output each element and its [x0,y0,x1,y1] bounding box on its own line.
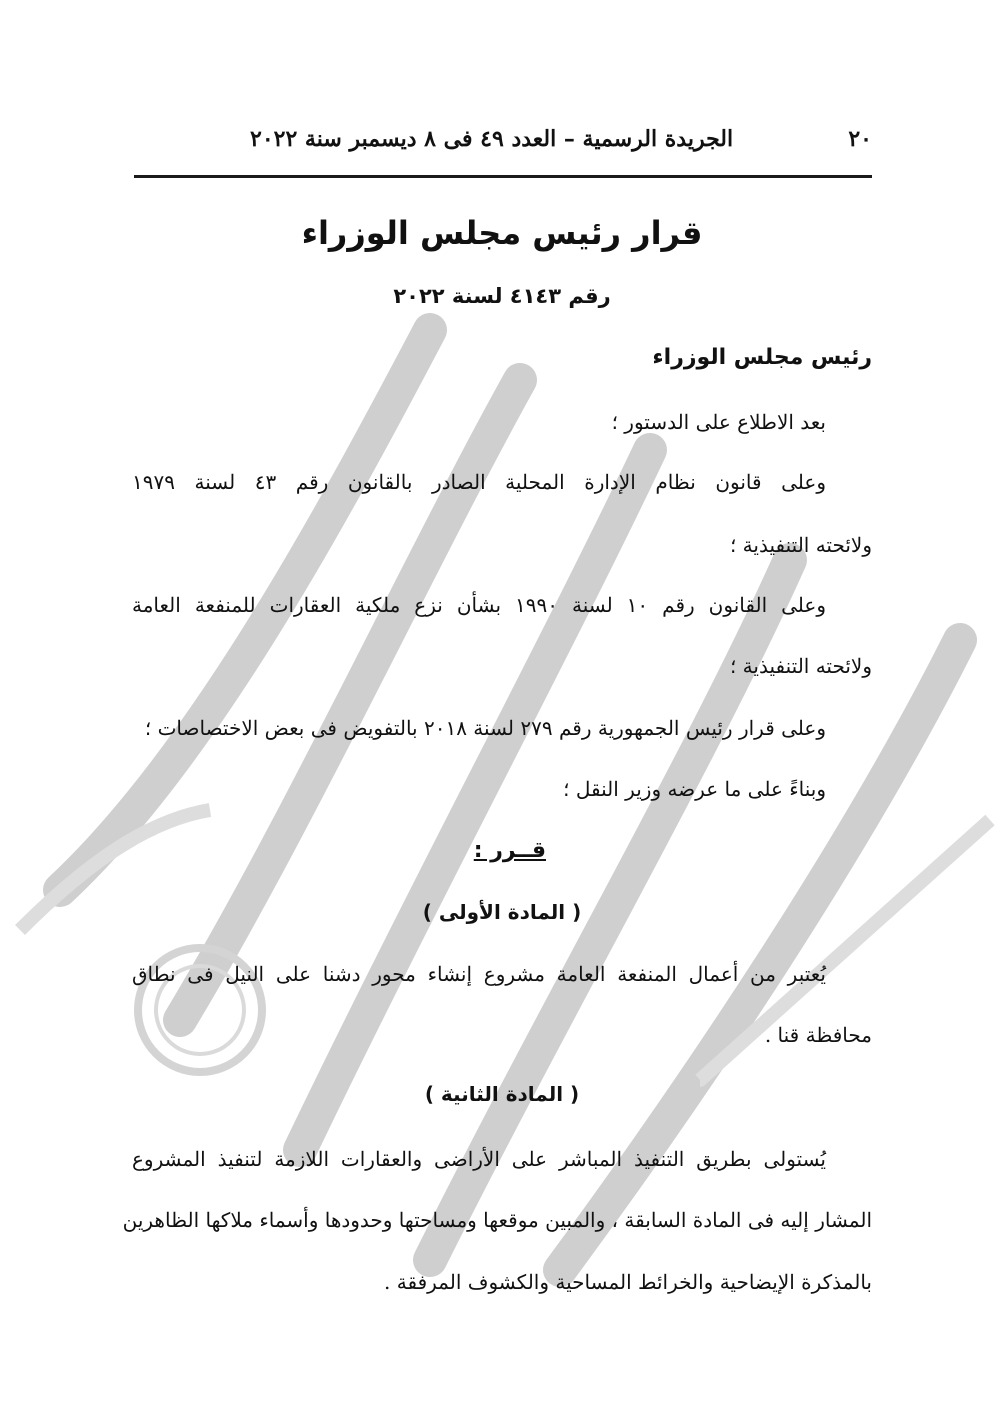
preamble-line: وعلى قانون نظام الإدارة المحلية الصادر بالقانون رقم ٤٣ لسنة ١٩٧٩ [132,470,826,494]
preamble-line: وبناءً على ما عرضه وزير النقل ؛ [563,777,826,801]
preamble-line: ولائحته التنفيذية ؛ [729,654,872,678]
decree-number: رقم ٤١٤٣ لسنة ٢٠٢٢ [393,284,611,308]
article-2-line: يُستولى بطريق التنفيذ المباشر على الأراضى والعقارات اللازمة لتنفيذ المشروع [132,1147,826,1171]
article-2-line: بالمذكرة الإيضاحية والخرائط المساحية والكشوف المرفقة . [384,1270,872,1294]
preamble-line: وعلى القانون رقم ١٠ لسنة ١٩٩٠ بشأن نزع ملكية العقارات للمنفعة العامة [132,593,826,617]
page-header [250,126,872,166]
preamble-line: وعلى قرار رئيس الجمهورية رقم ٢٧٩ لسنة ٢٠١٨ بالتفويض فى بعض الاختصاصات ؛ [144,716,826,740]
article-1-heading: ( المادة الأولى ) [422,900,582,924]
decree-title: قرار رئيس مجلس الوزراء [301,214,703,252]
page-number: ٢٠ [848,126,872,152]
preamble-line: بعد الاطلاع على الدستور ؛ [611,410,826,434]
preamble-line: ولائحته التنفيذية ؛ [729,533,872,557]
article-2-heading: ( المادة الثانية ) [424,1082,580,1106]
article-2-line: المشار إليه فى المادة السابقة ، والمبين موقعها ومساحتها وحدودها وأسماء ملاكها الظاهرين [122,1208,872,1232]
header-divider [134,175,872,178]
article-1-line: يُعتبر من أعمال المنفعة العامة مشروع إنشاء محور دشنا على النيل فى نطاق [132,962,826,986]
decree-issuer: رئيس مجلس الوزراء [652,345,872,370]
publication-line: الجريدة الرسمية – العدد ٤٩ فى ٨ ديسمبر سنة ٢٠٢٢ [250,126,734,152]
decided-label: قــرر : [473,838,546,863]
article-1-line: محافظة قنا . [764,1023,872,1047]
